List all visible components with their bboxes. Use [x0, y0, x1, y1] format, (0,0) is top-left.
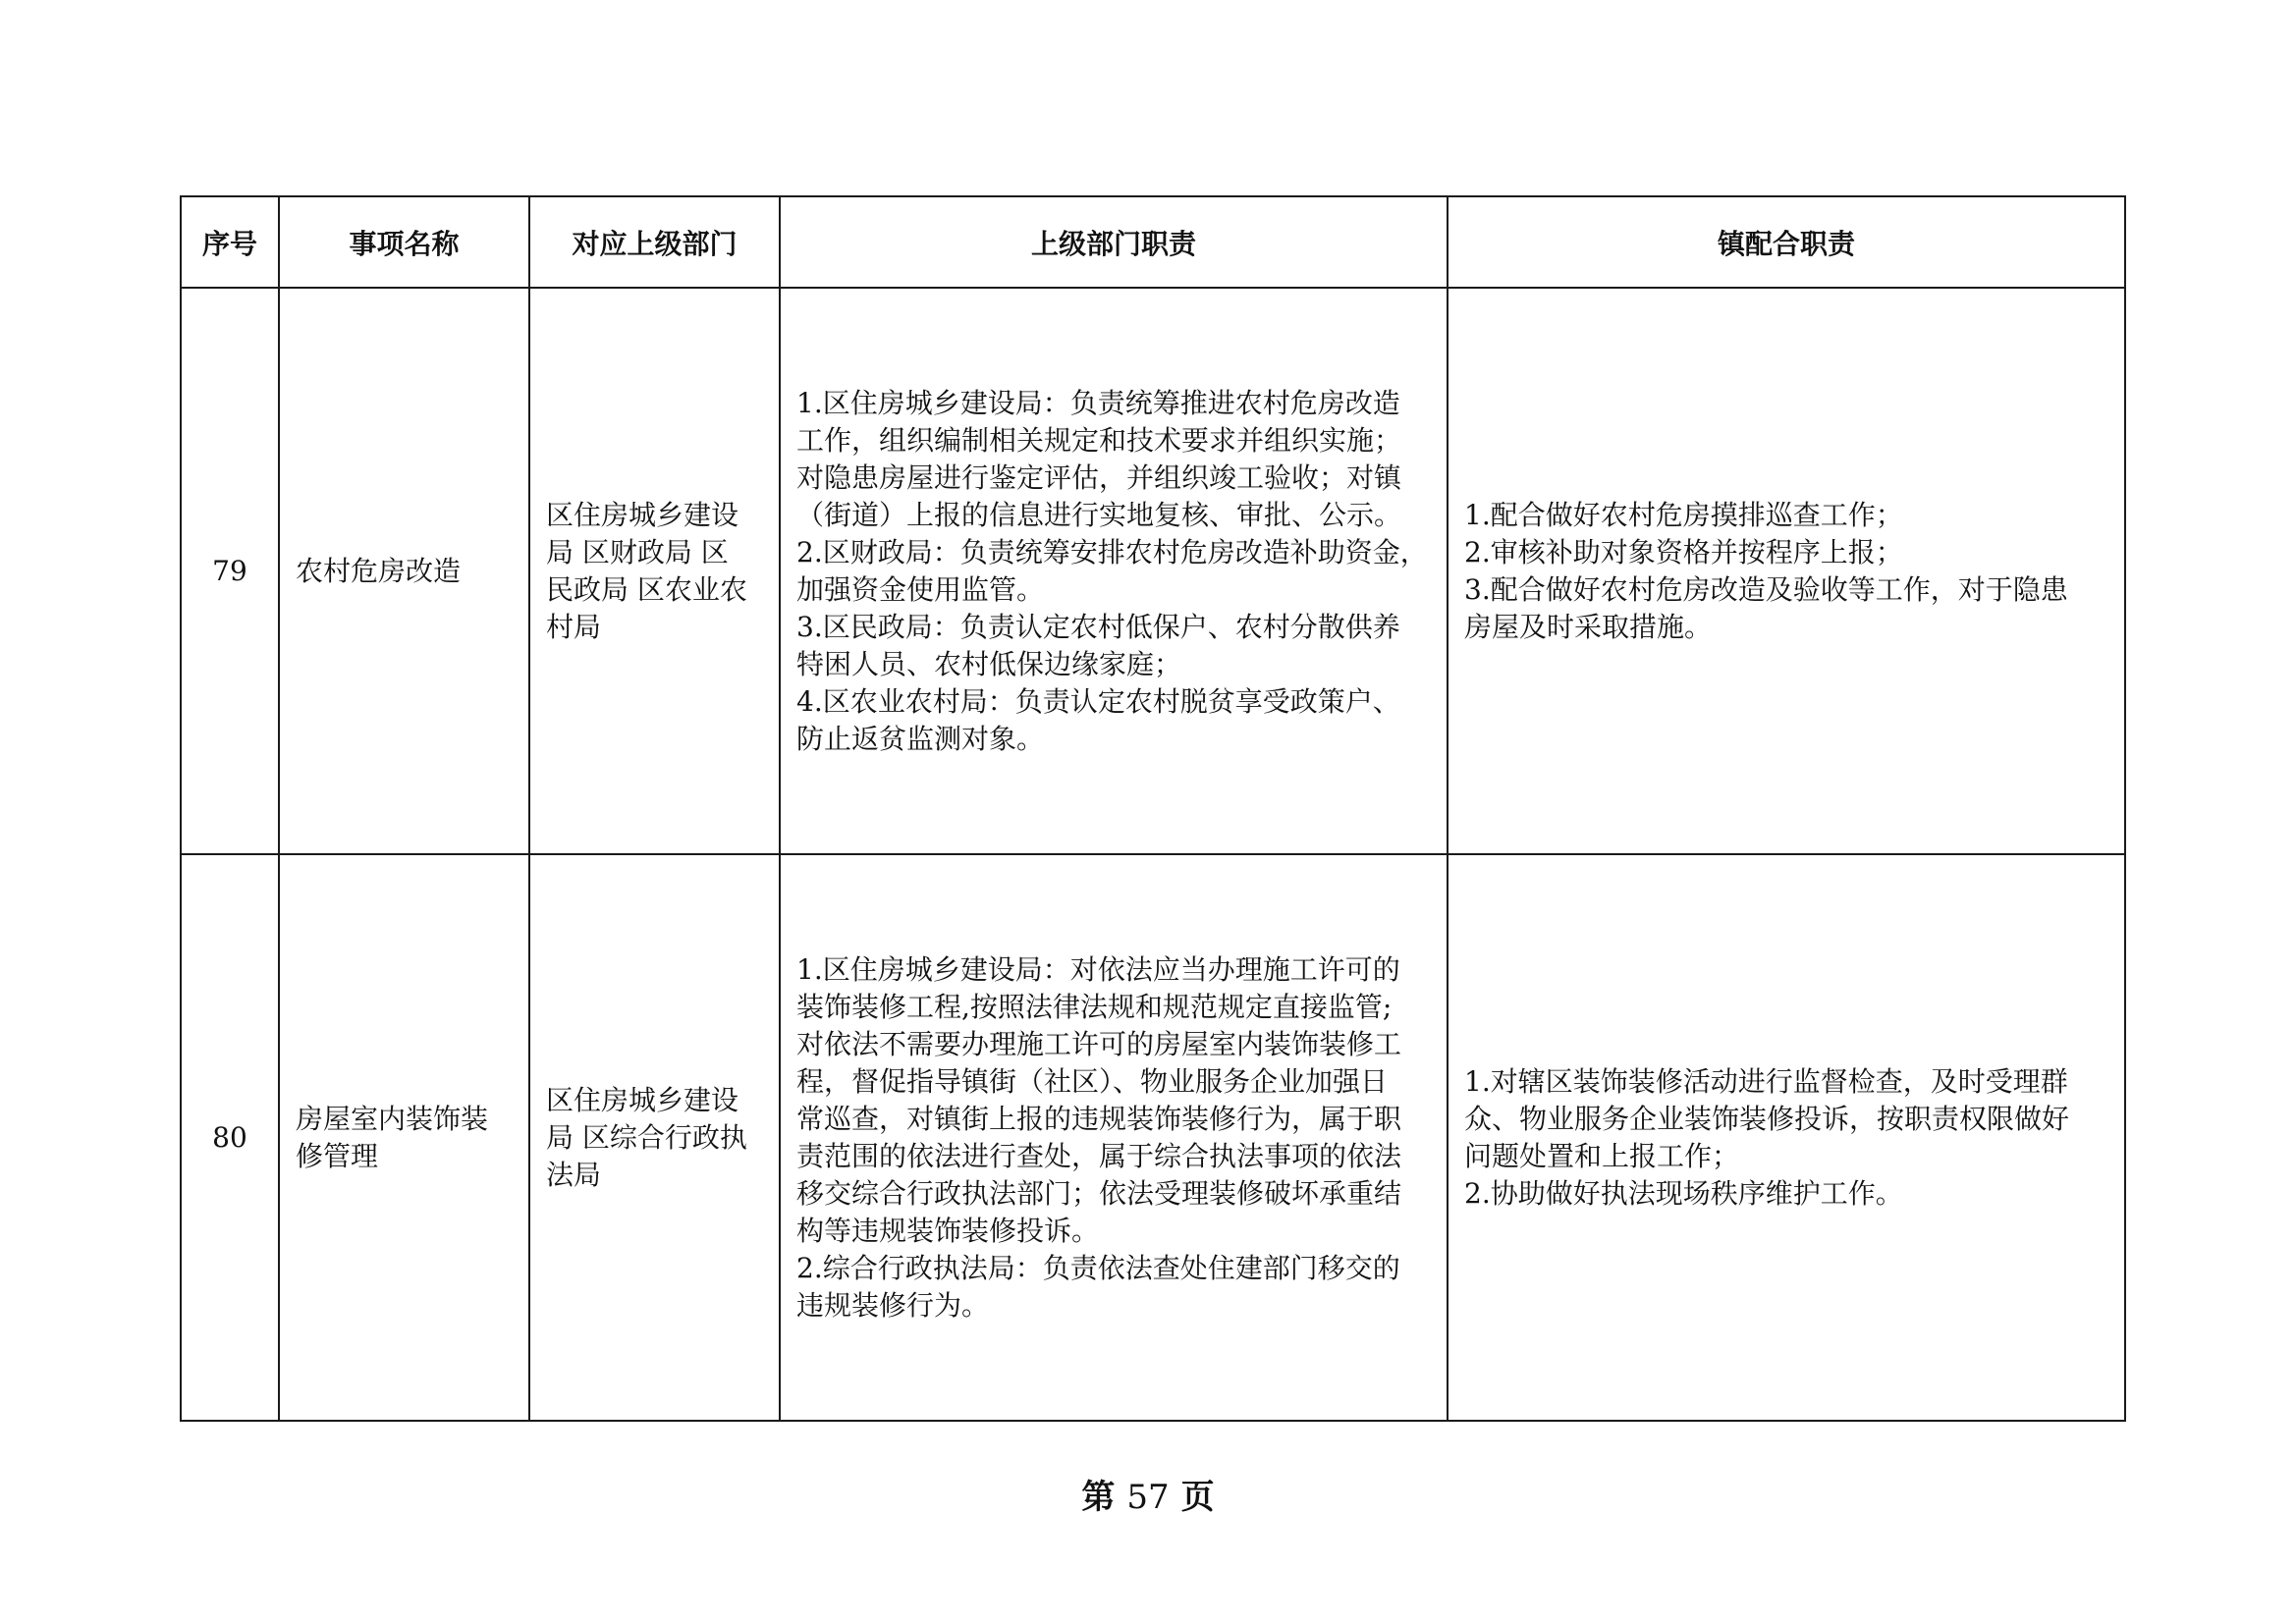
superior-dept-cell: [529, 854, 780, 1421]
table-row: [181, 288, 2125, 854]
footer-page-number: 57: [1126, 1478, 1170, 1517]
page-number-footer: [0, 1470, 2296, 1518]
header-superior-dept: 对应上级部门: [529, 196, 780, 288]
superior-duty-line: 常巡查，对镇街上报的违规装饰装修行为，属于职: [796, 1102, 1402, 1135]
superior-duty-cell: [780, 854, 1448, 1421]
superior-duty-line: 特困人员、农村低保边缘家庭；: [796, 647, 1182, 680]
superior-dept-line: 法局: [546, 1158, 602, 1191]
header-row: [181, 196, 2125, 288]
item-name-cell: [279, 288, 529, 854]
town-duty-line: 众、物业服务企业装饰装修投诉，按职责权限做好: [1464, 1102, 2070, 1135]
superior-duty-line: 2.区财政局：负责统筹安排农村危房改造补助资金，: [796, 535, 1428, 568]
town-duty-line: 2.协助做好执法现场秩序维护工作。: [1464, 1176, 1903, 1210]
table-row: [181, 854, 2125, 1421]
superior-duty-line: 3.区民政局：负责认定农村低保户、农村分散供养: [796, 610, 1400, 643]
town-duty-cell: [1448, 854, 2125, 1421]
superior-dept-line: 区住房城乡建设: [546, 1083, 739, 1116]
superior-duty-line: 构等违规装饰装修投诉。: [796, 1214, 1100, 1247]
item-name-line: 修管理: [296, 1139, 379, 1172]
superior-duty-line: （街道）上报的信息进行实地复核、审批、公示。: [796, 498, 1402, 531]
superior-duty-cell: [780, 288, 1448, 854]
superior-duty-line: 1.区住房城乡建设局：对依法应当办理施工许可的: [796, 952, 1400, 986]
superior-dept-line: 区住房城乡建设: [546, 498, 739, 531]
superior-dept-line: 局 区综合行政执: [546, 1120, 747, 1154]
superior-duty-line: 移交综合行政执法部门；依法受理装修破坏承重结: [796, 1176, 1402, 1210]
superior-dept-line: 民政局 区农业农: [546, 572, 747, 606]
town-duty-line: 2.审核补助对象资格并按程序上报；: [1464, 535, 1903, 568]
town-duty-cell: [1448, 288, 2125, 854]
responsibility-table: [180, 195, 2126, 1422]
superior-duty-line: 加强资金使用监管。: [796, 572, 1045, 606]
superior-duty-line: 责范围的依法进行查处，属于综合执法事项的依法: [796, 1139, 1402, 1172]
superior-duty-line: 对隐患房屋进行鉴定评估，并组织竣工验收；对镇: [796, 460, 1402, 494]
footer-suffix: 页: [1180, 1478, 1215, 1517]
header-index: 序号: [181, 196, 279, 288]
superior-duty-line: 工作，组织编制相关规定和技术要求并组织实施；: [796, 423, 1402, 457]
superior-dept-cell: [529, 288, 780, 854]
superior-dept-line: 村局: [546, 610, 602, 643]
item-name-cell: [279, 854, 529, 1421]
row-index: 79: [181, 288, 279, 854]
superior-duty-line: 装饰装修工程,按照法律法规和规范规定直接监管;: [796, 990, 1393, 1023]
superior-duty-line: 违规装修行为。: [796, 1288, 990, 1322]
superior-duty-line: 4.区农业农村局：负责认定农村脱贫享受政策户、: [796, 684, 1400, 718]
town-duty-line: 房屋及时采取措施。: [1464, 610, 1713, 643]
superior-duty-line: 1.区住房城乡建设局：负责统筹推进农村危房改造: [796, 386, 1400, 419]
town-duty-line: 1.配合做好农村危房摸排巡查工作；: [1464, 498, 1903, 531]
item-name-line: 农村危房改造: [296, 554, 462, 587]
superior-duty-line: 程，督促指导镇街（社区）、物业服务企业加强日: [796, 1064, 1389, 1098]
header-town-duty: 镇配合职责: [1448, 196, 2125, 288]
footer-prefix: 第: [1081, 1478, 1116, 1517]
superior-dept-line: 局 区财政局 区: [546, 535, 729, 568]
row-index: 80: [181, 854, 279, 1421]
header-superior-duty: 上级部门职责: [780, 196, 1448, 288]
superior-duty-line: 对依法不需要办理施工许可的房屋室内装饰装修工: [796, 1027, 1402, 1060]
town-duty-line: 1.对辖区装饰装修活动进行监督检查，及时受理群: [1464, 1064, 2068, 1098]
town-duty-line: 问题处置和上报工作；: [1464, 1139, 1740, 1172]
item-name-line: 房屋室内装饰装: [296, 1102, 489, 1135]
town-duty-line: 3.配合做好农村危房改造及验收等工作，对于隐患: [1464, 572, 2068, 606]
superior-duty-line: 2.综合行政执法局：负责依法查处住建部门移交的: [796, 1251, 1400, 1284]
superior-duty-line: 防止返贫监测对象。: [796, 722, 1045, 755]
header-item-name: 事项名称: [279, 196, 529, 288]
